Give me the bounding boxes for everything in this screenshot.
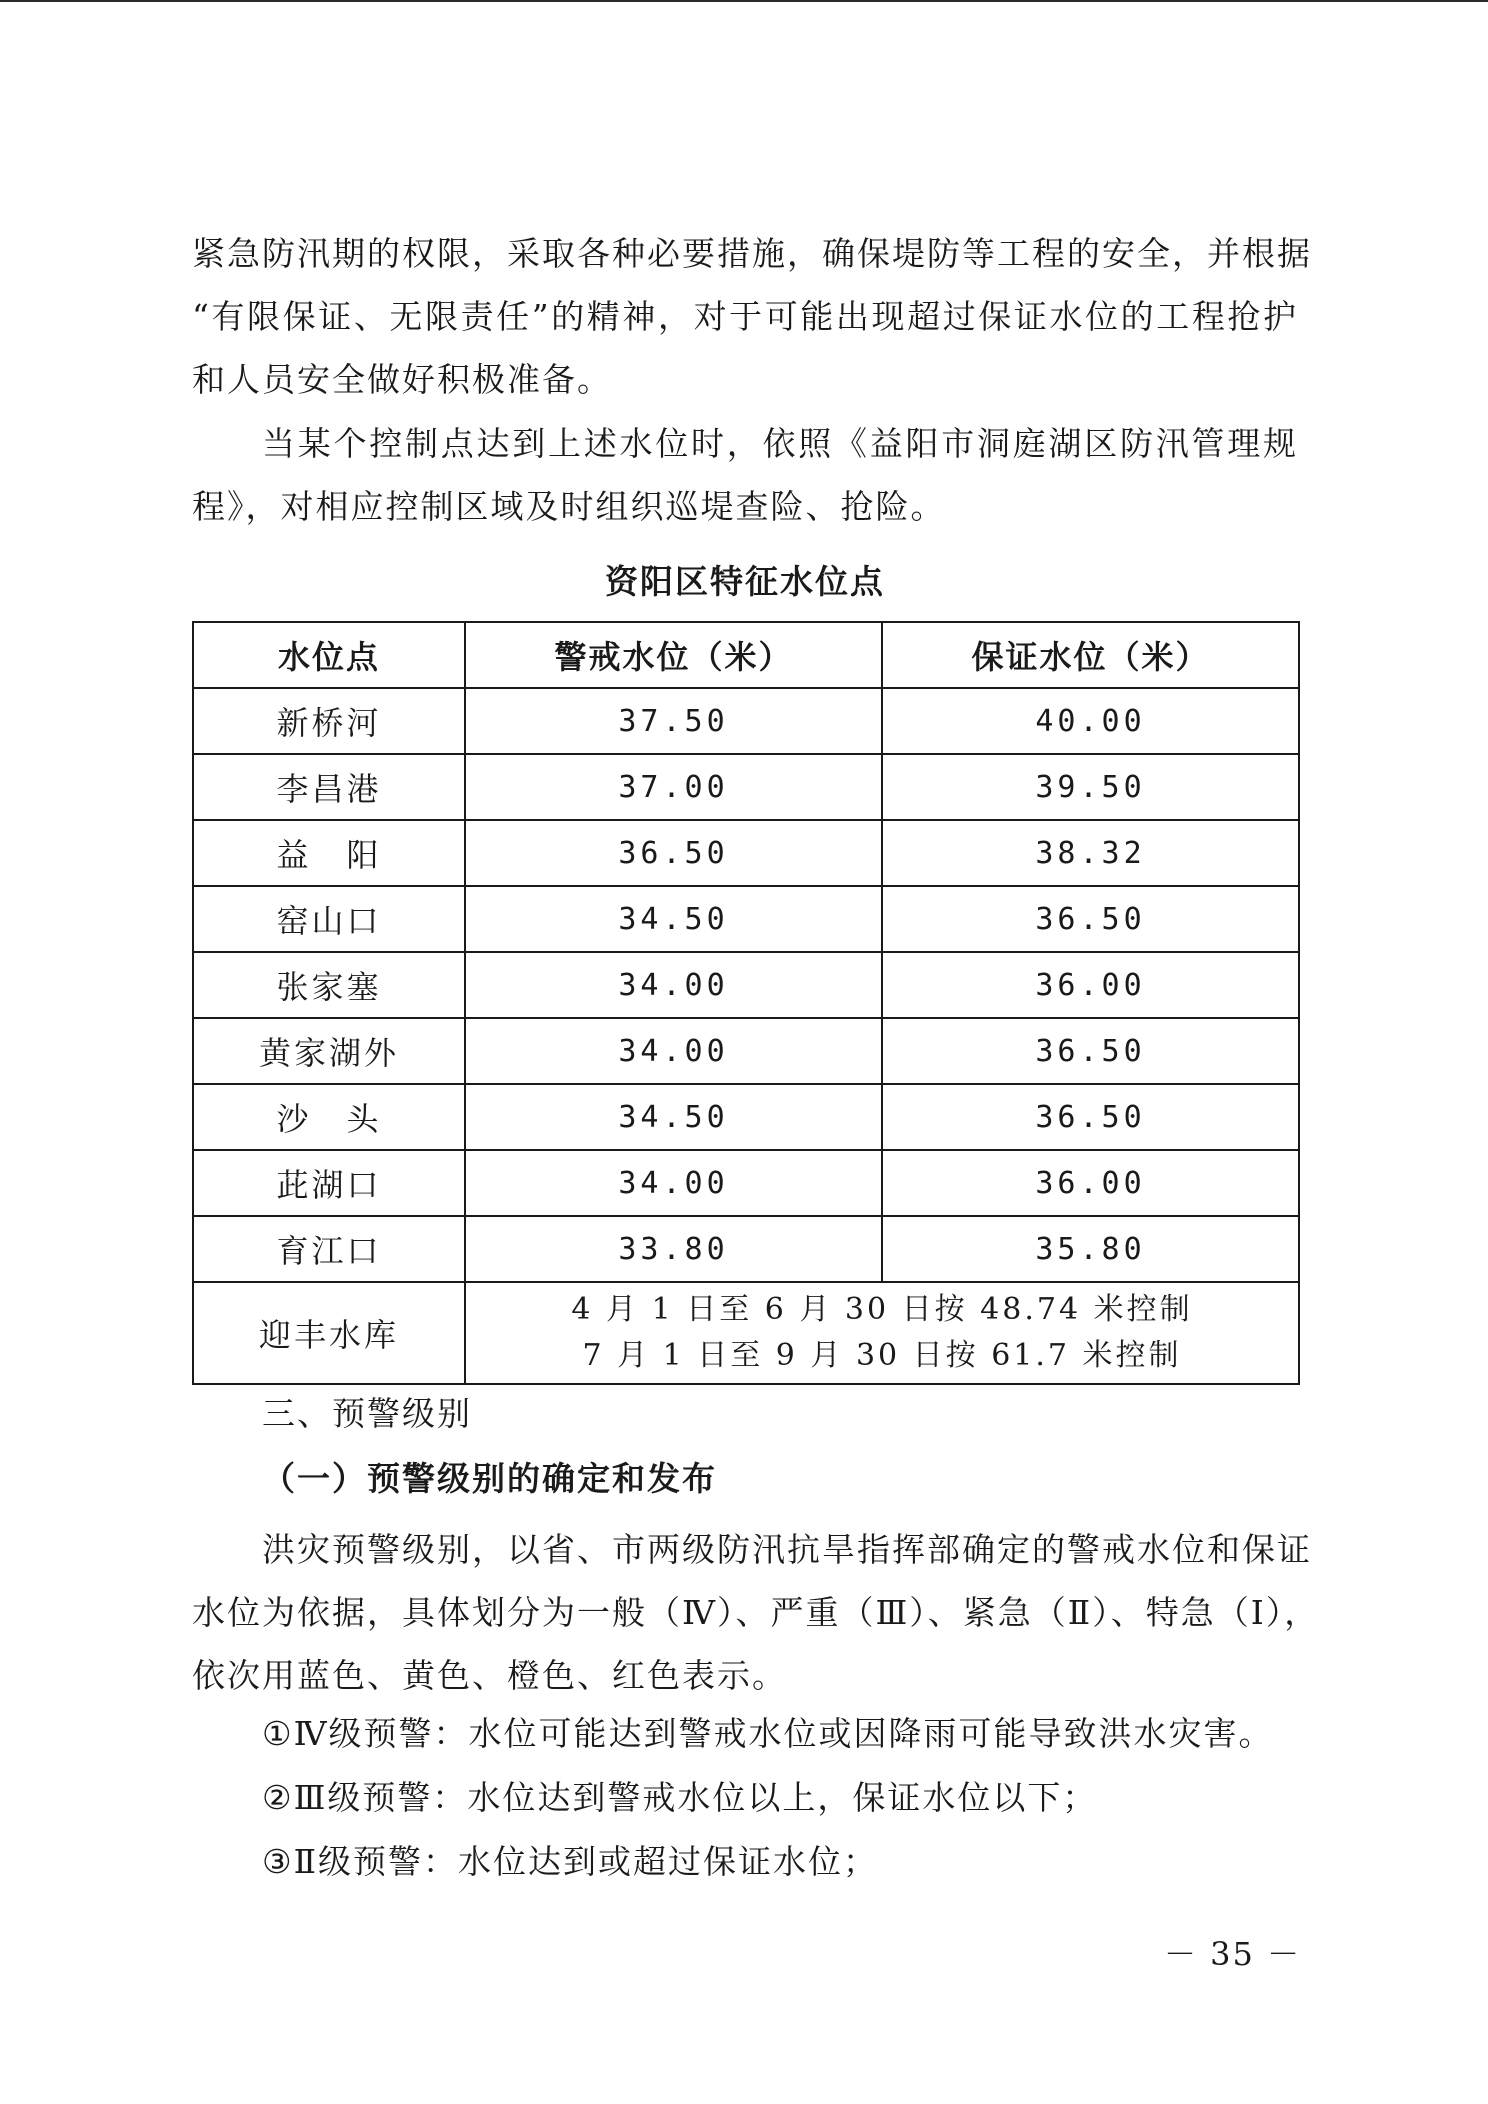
paragraph-line: 洪灾预警级别，以省、市两级防汛抗旱指挥部确定的警戒水位和保证	[262, 1530, 1312, 1569]
guarantee-level-cell: 35.80	[882, 1216, 1299, 1282]
header-site: 水位点	[193, 622, 465, 688]
paragraph-line: 紧急防汛期的权限，采取各种必要措施，确保堤防等工程的安全，并根据	[192, 234, 1312, 273]
table-row	[193, 1150, 1299, 1216]
site-cell: 益 阳	[193, 820, 465, 886]
site-cell: 育江口	[193, 1216, 465, 1282]
site-cell: 窑山口	[193, 886, 465, 952]
guarantee-level-cell: 38.32	[882, 820, 1299, 886]
reservoir-control-line: 4 月 1 日至 6 月 30 日按 48.74 米控制	[571, 1292, 1193, 1327]
paragraph-flood-duty	[192, 222, 1312, 411]
page-number: － 35 －	[1164, 1935, 1302, 1973]
table-header-row	[193, 622, 1299, 688]
warning-level-cell: 34.50	[465, 1084, 882, 1150]
warning-level-cell: 33.80	[465, 1216, 882, 1282]
guarantee-level-cell: 39.50	[882, 754, 1299, 820]
table-row	[193, 1018, 1299, 1084]
site-cell: 迎丰水库	[193, 1282, 465, 1384]
warning-level-item: ①Ⅳ级预警：水位可能达到警戒水位或因降雨可能导致洪水灾害。	[262, 1714, 1274, 1753]
paragraph-warning-levels	[192, 1518, 1320, 1707]
table-row	[193, 820, 1299, 886]
header-warning-level: 警戒水位（米）	[465, 622, 882, 688]
table-row	[193, 754, 1299, 820]
section-heading: 三、预警级别	[262, 1394, 472, 1433]
warning-level-item: ③Ⅱ级预警：水位达到或超过保证水位；	[262, 1842, 879, 1881]
warning-level-cell: 34.50	[465, 886, 882, 952]
paragraph-line: 当某个控制点达到上述水位时，依照《益阳市洞庭湖区防汛管理规	[262, 424, 1298, 463]
table-row	[193, 952, 1299, 1018]
paragraph-line: 水位为依据，具体划分为一般（Ⅳ）、严重（Ⅲ）、紧急（Ⅱ）、特急（Ⅰ），	[192, 1593, 1320, 1632]
subsection-heading: （一）预警级别的确定和发布	[262, 1459, 717, 1498]
table-row	[193, 1084, 1299, 1150]
table-row	[193, 886, 1299, 952]
site-cell: 新桥河	[193, 688, 465, 754]
warning-level-cell: 37.50	[465, 688, 882, 754]
reservoir-control-line: 7 月 1 日至 9 月 30 日按 61.7 米控制	[582, 1338, 1182, 1373]
paragraph-line: 依次用蓝色、黄色、橙色、红色表示。	[192, 1656, 787, 1695]
paragraph-line: 和人员安全做好积极准备。	[192, 360, 612, 399]
table-title: 资阳区特征水位点	[605, 562, 885, 601]
paragraph-line: 程》，对相应控制区域及时组织巡堤查险、抢险。	[192, 487, 946, 526]
warning-level-cell: 36.50	[465, 820, 882, 886]
paragraph-control-point	[192, 412, 1298, 538]
guarantee-level-cell: 36.50	[882, 1084, 1299, 1150]
warning-level-cell: 37.00	[465, 754, 882, 820]
guarantee-level-cell: 36.50	[882, 886, 1299, 952]
table-row	[193, 688, 1299, 754]
paragraph-line: “有限保证、无限责任”的精神，对于可能出现超过保证水位的工程抢护	[192, 297, 1298, 336]
warning-level-item: ②Ⅲ级预警：水位达到警戒水位以上，保证水位以下；	[262, 1778, 1098, 1817]
header-guarantee-level: 保证水位（米）	[882, 622, 1299, 688]
warning-level-cell: 34.00	[465, 1018, 882, 1084]
site-cell: 沙 头	[193, 1084, 465, 1150]
guarantee-level-cell: 40.00	[882, 688, 1299, 754]
table-row-reservoir	[193, 1282, 1299, 1384]
site-cell: 黄家湖外	[193, 1018, 465, 1084]
water-level-table	[192, 621, 1300, 1385]
site-cell: 李昌港	[193, 754, 465, 820]
warning-level-cell: 34.00	[465, 1150, 882, 1216]
table-row	[193, 1216, 1299, 1282]
warning-level-cell: 34.00	[465, 952, 882, 1018]
guarantee-level-cell: 36.00	[882, 952, 1299, 1018]
guarantee-level-cell: 36.50	[882, 1018, 1299, 1084]
guarantee-level-cell: 36.00	[882, 1150, 1299, 1216]
reservoir-control-cell	[465, 1282, 1299, 1384]
site-cell: 茈湖口	[193, 1150, 465, 1216]
site-cell: 张家塞	[193, 952, 465, 1018]
